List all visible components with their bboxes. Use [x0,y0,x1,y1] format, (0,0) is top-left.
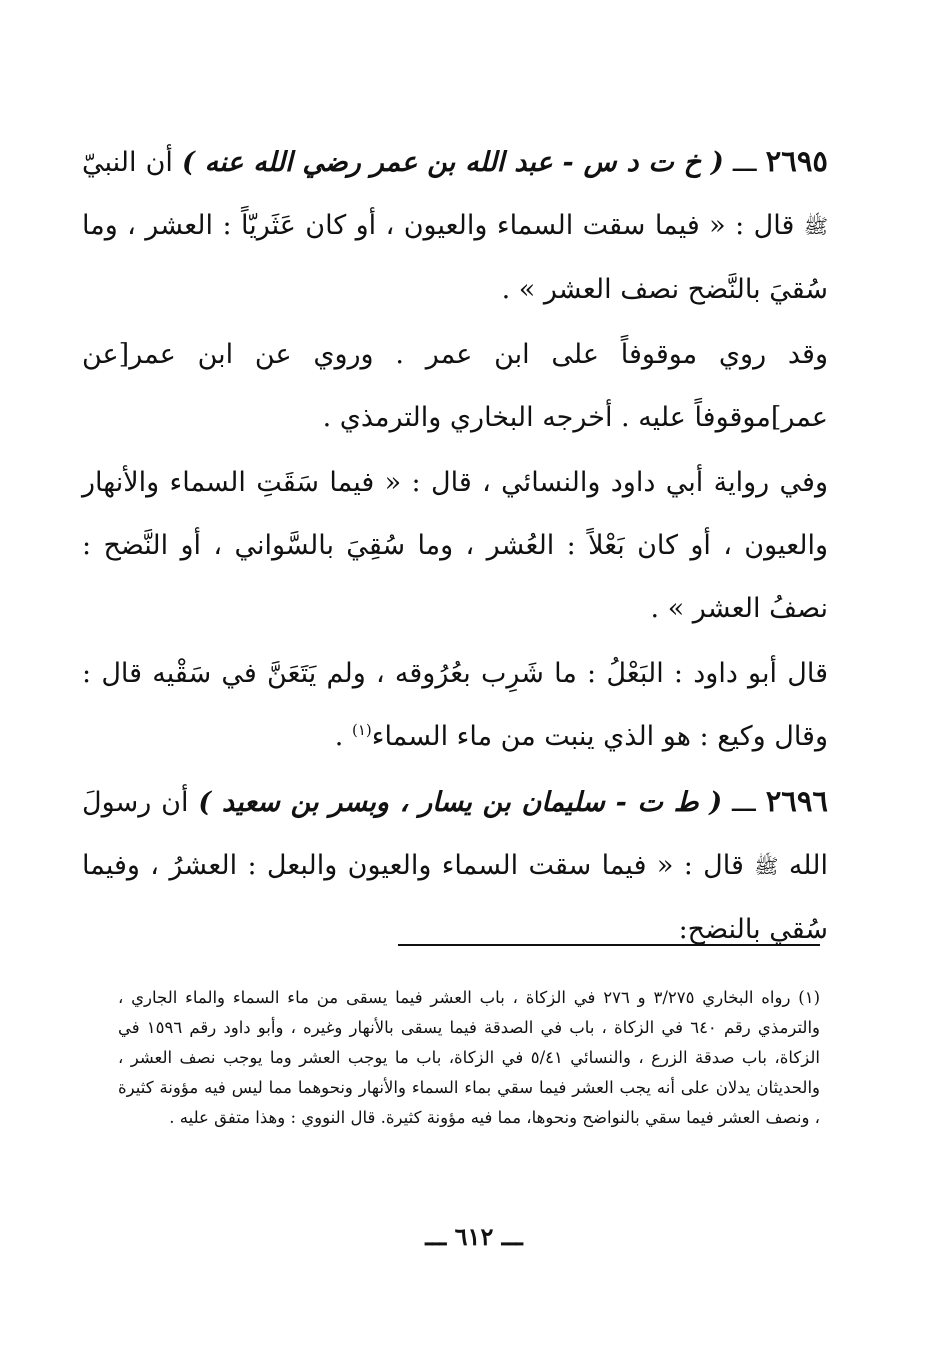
hadith-source: ( ط ت - سليمان بن يسار ، وبسر بن سعيد ) [198,787,723,818]
footnote-separator [398,944,820,946]
hadith-2696 [82,770,828,961]
footnote-reference: (١) [351,721,372,739]
hadith-dash: ـــ [732,147,757,178]
paragraph-abu-dawud-nasai: وفي رواية أبي داود والنسائي ، قال : « فيما سَقَتِ السماء والأنهار والعيون ، أو كان بَعْلاً : العُشر ، وما سُقِيَ بالسَّواني ، أو النَّضح : نصفُ العشر » . [82,467,828,624]
hadith-number: ٢٦٩٥ [765,144,828,178]
hadith-text: قال : « فيما سقت السماء والعيون ، أو كان عَثَريّاً : العشر ، وما سُقيَ بالنَّضح نصف العشر » . [82,210,828,305]
hadith-source: ( خ ت د س - عبد الله بن عمر رضي الله عنه ) [182,147,724,178]
salawat-glyph: ﷺ [803,214,828,238]
paragraph-bal [82,642,828,768]
paragraph-mawquf: وقد روي موقوفاً على ابن عمر . وروي عن ابن عمر[عن عمر]موقوفاً عليه . أخرجه البخاري والترمذي . [82,339,828,433]
hadith-dash: ـــ [732,787,756,818]
hadith-2695 [82,130,828,321]
hadith-number: ٢٦٩٦ [765,784,829,818]
bal-line-end: . [334,721,352,752]
footnote: (١) رواه البخاري ٣/٢٧٥ و ٢٧٦ في الزكاة ، باب العشر فيما يسقى من ماء السماء والماء الجاري ، والترمذي رقم ٦٤٠ في الزكاة ، باب في الصدقة فيما يسقى بالأنهار وغيره ، وأبو داود رقم ١٥٩٦ في الزكاة، باب صدقة الزرع ، والنسائي ٥/٤١ في الزكاة، باب ما يوجب العشر وما يوجب نصف العشر ، والحديثان يدلان على أنه يجب العشر فيما سقي بماء السماء والأنهار ونحوهما مما ليس فيه مؤونة كثيرة ، ونصف العشر فيما سقي بالنواضح ونحوها، مما فيه مؤونة كثيرة. قال النووي : وهذا متفق عليه . [118,987,820,1127]
hadith-text-start: أن رسولَ الله [82,787,828,881]
hadith-text-start: أن النبيّ [82,147,173,178]
hadith-text: قال : « فيما سقت السماء والعيون والبعل : العشرُ ، وفيما سُقي بالنضح: [82,850,828,945]
bal-line-2: وقال وكيع : هو الذي ينبت من ماء السماء [371,721,828,752]
salawat-glyph: ﷺ [754,854,779,878]
bal-line-1: قال أبو داود : البَعْلُ : ما شَرِب بعُرُوقه ، ولم يَتَعَنَّ في سَقْيه قال : [82,658,828,689]
page-number: ـــ ٦١٢ ـــ [425,1222,523,1251]
main-text [82,130,828,961]
